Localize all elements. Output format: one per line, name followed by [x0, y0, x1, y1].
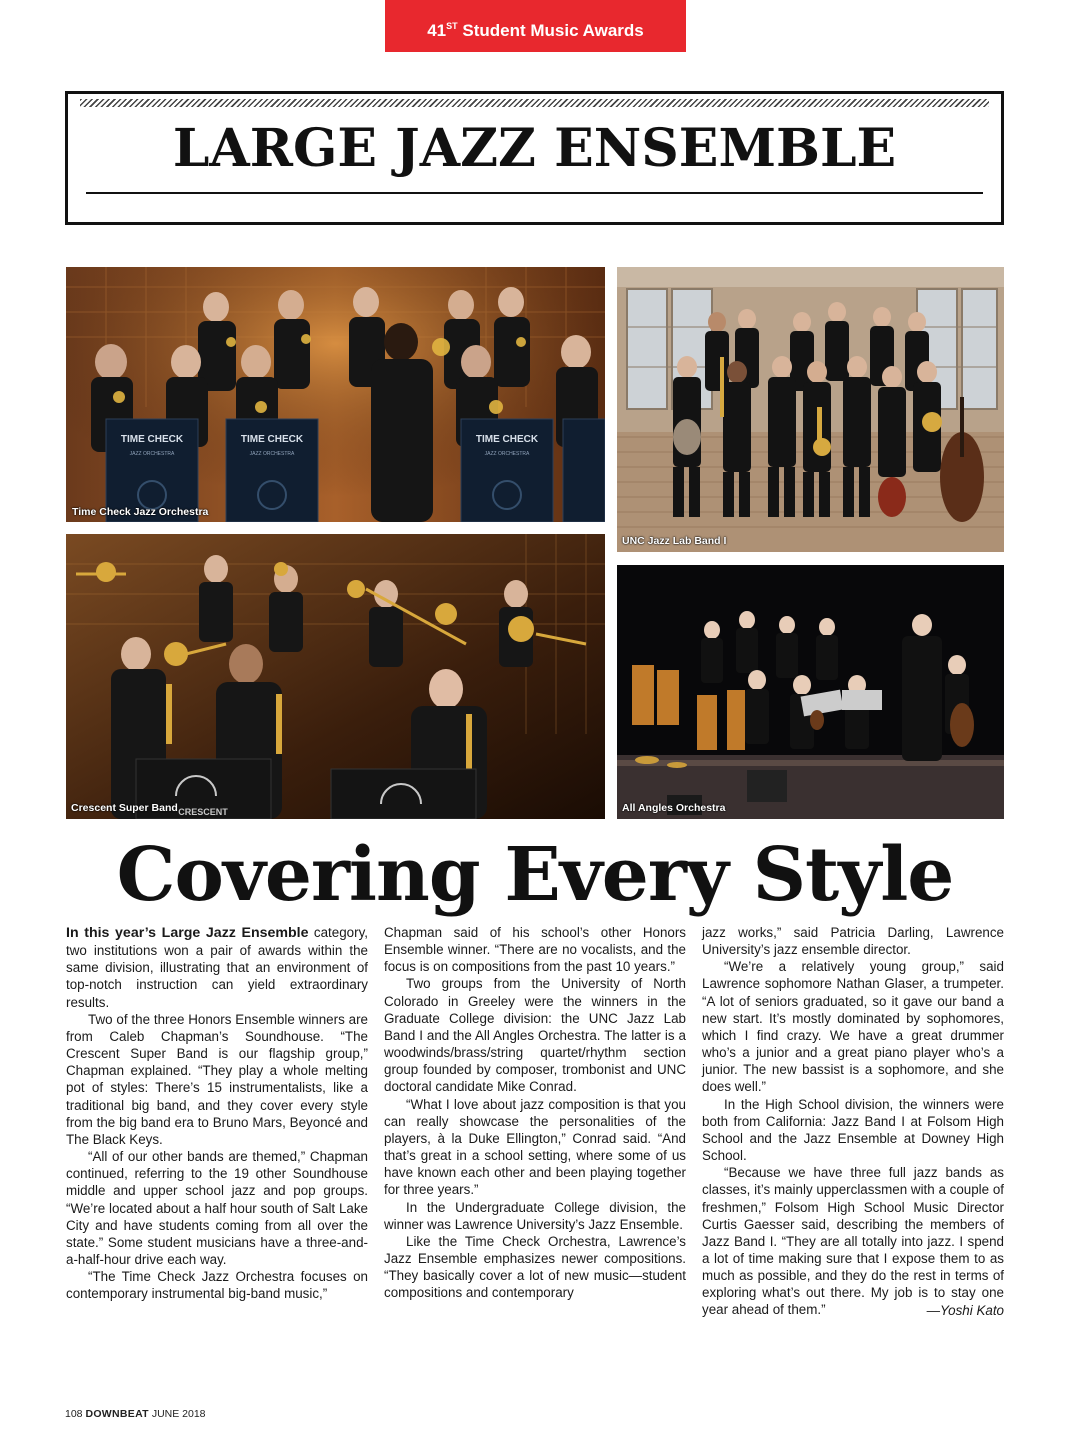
section-title-box [65, 91, 1004, 225]
stand-text-1: TIME CHECK [120, 434, 184, 445]
paragraph: jazz works,” said Patricia Darling, Lawrence University’s jazz ensemble director. [702, 925, 1004, 958]
caption-crescent: Crescent Super Band [71, 802, 178, 814]
article-headline: Covering Every Style [116, 832, 954, 918]
time-check-image [66, 267, 605, 522]
paragraph [66, 924, 368, 1011]
stand-sub-3: JAZZ ORCHESTRA [484, 451, 530, 457]
stand-text-2: TIME CHECK [240, 434, 304, 445]
paragraph: “What I love about jazz composition is that you can really showcase the personalities of the players, à la Duke Ellington,” Conrad said. “And that’s great in a school setting, where some of us have known each other and been playing together for three years.” [384, 1096, 686, 1198]
stand-text-3: TIME CHECK [475, 434, 539, 445]
section-title: LARGE JAZZ ENSEMBLE [172, 118, 897, 179]
page-number: 108 [65, 1408, 83, 1420]
paragraph: “We’re a relatively young group,” said Lawrence sophomore Nathan Glaser, a trumpeter. “A lot of seniors graduated, so it gave our band a new start. It’s mostly dominated by sophomores, which I find crazy. We have a great drummer who’s a junior and a great piano player who’s a junior. The new bassist is a sophomore, and she does well.” [702, 959, 1004, 1095]
unc-jazz-lab-image [617, 267, 1004, 552]
paragraph: Chapman said of his school’s other Honors Ensemble winner. “There are no vocalists, and the focus is on compositions from the past 10 years.” [384, 925, 686, 975]
article-column-1 [66, 924, 368, 1302]
lead-in: In this year’s Large Jazz Ensemble [66, 925, 309, 941]
photo-unc-jazz-lab [617, 267, 1004, 552]
stand-sub-2: JAZZ ORCHESTRA [249, 451, 295, 457]
all-angles-image [617, 565, 1004, 819]
magazine-name: DOWNBEAT [85, 1408, 149, 1420]
paragraph: “All of our other bands are themed,” Chapman continued, referring to the 19 other Soundhouse middle and upper school jazz and pop groups. “We’re located about a half hour south of Salt Lake City and have students coming from all over the state.” Some student musicians have a three-and-a-half-hour drive each way. [66, 1149, 368, 1267]
title-underline [86, 192, 983, 194]
banner-label: Student Music Awards [462, 21, 644, 40]
caption-unc-jazz-lab: UNC Jazz Lab Band I [622, 535, 727, 547]
caption-time-check: Time Check Jazz Orchestra [72, 506, 209, 518]
byline: —Yoshi Kato [926, 1302, 1004, 1318]
section-banner [385, 0, 686, 52]
paragraph: Two groups from the University of North Colorado in Greeley were the winners in the Graduate College division: the UNC Jazz Lab Band I and the All Angles Orchestra. The latter is a woodwinds/brass/string quartet/rhythm section group founded by composer, trombonist and UNC doctoral candidate Mike Conrad. [384, 976, 686, 1095]
article-column-3 [702, 924, 1004, 1319]
stand-sub-1: JAZZ ORCHESTRA [129, 451, 175, 457]
paragraph: In the Undergraduate College division, the winner was Lawrence University’s Jazz Ensemble. [384, 1199, 686, 1232]
issue-date: JUNE 2018 [151, 1408, 206, 1420]
paragraph: In the High School division, the winners were both from California: Jazz Band I at Folsom High School and the Jazz Ensemble at Downey High School. [702, 1096, 1004, 1164]
paragraph: Two of the three Honors Ensemble winners are from Caleb Chapman’s Soundhouse. “The Crescent Super Band is our flagship group,” Chapman explained. “They play a whole melting pot of styles: There’s 15 instrumentalists, like a traditional big band, and they cover every style from the big band era to Bruno Mars, Beyoncé and The Black Keys. [66, 1011, 368, 1147]
photo-all-angles [617, 565, 1004, 819]
paragraph-text: category, two institutions won a pair of awards within the same division, illustrating that an environment of top-notch instruction can yield extraordinary results. [66, 925, 368, 1010]
banner-ordinal-suffix: ST [446, 21, 458, 31]
photo-crescent [66, 534, 605, 819]
zigzag-border [80, 99, 989, 107]
banner-ordinal: 41 [427, 21, 447, 40]
photo-time-check [66, 267, 605, 522]
crescent-image [66, 534, 605, 819]
crescent-stand-text: CRESCENT [178, 807, 228, 817]
paragraph: “The Time Check Jazz Orchestra focuses on contemporary instrumental big-band music,” [66, 1269, 368, 1302]
paragraph: Like the Time Check Orchestra, Lawrence’s Jazz Ensemble emphasizes newer compositions. “They basically cover a lot of new music—student compositions and contemporary [384, 1233, 686, 1301]
paragraph: “Because we have three full jazz bands as classes, it’s mainly upperclassmen with a couple of freshmen,” Folsom High School Music Director Curtis Gaesser said, describing the members of Jazz Band I. “They are all totally into jazz. I spend a lot of time making sure that I expose them to as much as possible, and they do the rest in terms of exploring what’s out there. My job is to stay one year ahead of them.” [702, 1165, 1004, 1318]
page-folio [65, 1408, 206, 1420]
caption-all-angles: All Angles Orchestra [622, 802, 726, 814]
article-column-2 [384, 924, 686, 1301]
